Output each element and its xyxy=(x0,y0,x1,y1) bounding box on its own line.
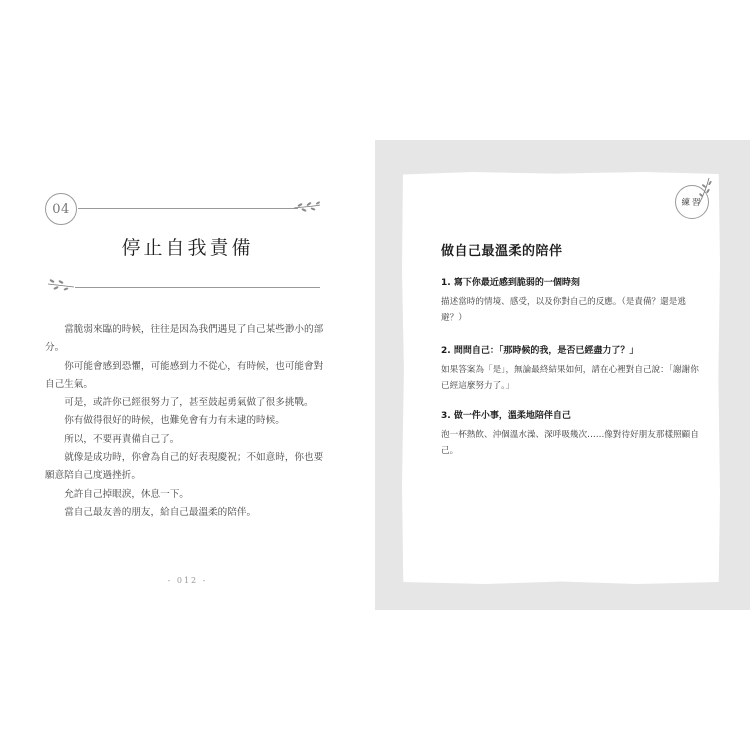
leaf-sprig-icon xyxy=(695,176,713,206)
exercise-title: 做自己最溫柔的陪伴 xyxy=(441,244,563,259)
exercise-item xyxy=(441,408,706,459)
exercise-item-text: 如果答案為「是」，無論最終結果如何，請在心裡對自己說：「謝謝你已經這麼努力了。」 xyxy=(441,365,699,391)
page-number-value: 012 xyxy=(176,576,199,585)
body-paragraph: 當脆弱來臨的時候，往往是因為我們遇見了自己某些渺小的部分。 xyxy=(45,324,324,354)
leaf-sprig-icon xyxy=(292,199,322,215)
body-paragraph: 所以，不要再責備自己了。 xyxy=(64,433,180,445)
divider-bottom xyxy=(75,287,320,288)
divider-top xyxy=(78,208,298,209)
body-paragraph: 你可能會感到恐懼，可能感到力不從心，有時候，也可能會對自己生氣。 xyxy=(45,360,324,390)
exercise-badge-label: 練習 xyxy=(681,198,703,208)
exercise-item xyxy=(441,275,706,326)
body-paragraph: 就像是成功時，你會為自己的好表現慶祝；不如意時，你也要願意陪自己度過挫折。 xyxy=(45,452,324,482)
chapter-body xyxy=(45,321,325,522)
body-paragraph: 可是，或許你已經很努力了，甚至鼓起勇氣做了很多挑戰。 xyxy=(64,397,314,409)
exercise-item-text: 描述當時的情境、感受，以及你對自己的反應。（是責備？還是逃避？） xyxy=(441,297,686,323)
chapter-title: 停止自我責備 xyxy=(121,237,254,259)
body-paragraph: 允許自己掉眼淚，休息一下。 xyxy=(64,488,189,500)
exercise-item xyxy=(441,343,706,394)
body-paragraph: 你有做得很好的時候，也難免會有力有未逮的時候。 xyxy=(64,415,285,427)
exercise-item-heading: 3. 做一件小事，溫柔地陪伴自己 xyxy=(441,411,571,421)
exercise-item-text: 泡一杯熱飲、沖個溫水澡、深呼吸幾次……像對待好朋友那樣照顧自己。 xyxy=(441,430,699,456)
chapter-number-label: 04 xyxy=(52,201,70,217)
leaf-sprig-icon xyxy=(46,277,76,293)
exercise-item-heading: 1. 寫下你最近感到脆弱的一個時刻 xyxy=(441,278,580,288)
chapter-number xyxy=(45,193,77,225)
exercise-item-heading: 2. 問問自己：「那時候的我，是否已經盡力了？」 xyxy=(441,346,639,356)
page-number: - 012 - xyxy=(167,576,208,585)
body-paragraph: 當自己最友善的朋友，給自己最溫柔的陪伴。 xyxy=(64,506,257,518)
